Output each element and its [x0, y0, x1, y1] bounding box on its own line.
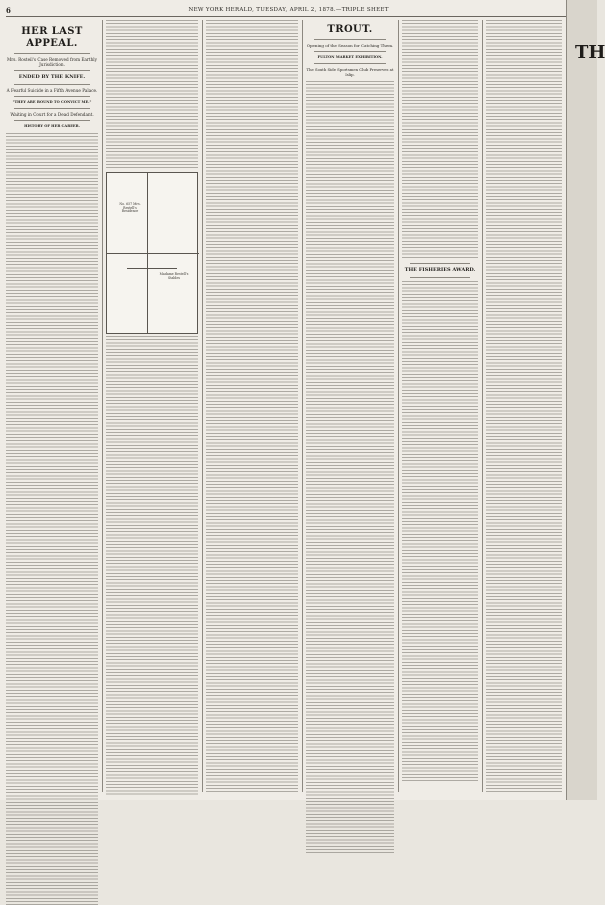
article-body-continued — [106, 20, 198, 170]
column-4 — [306, 20, 394, 792]
masthead — [6, 4, 566, 17]
column-rule — [102, 20, 103, 792]
article-body-appeal — [6, 133, 98, 905]
article-body-fisheries — [402, 281, 478, 781]
article-body-trout — [306, 81, 394, 853]
deck-trout-3: The South Side Sportsmen Club Preserves at Islip. — [306, 67, 394, 77]
next-page-edge — [566, 0, 605, 800]
deck-trout-1: Opening of the Season for Catching Them. — [306, 43, 394, 48]
deck-appeal-2: ENDED BY THE KNIFE. — [18, 74, 86, 80]
headline-appeal: HER LAST APPEAL. — [21, 26, 83, 49]
residence-map — [106, 172, 198, 334]
deck-trout-2: FULTON MARKET EXHIBITION. — [317, 55, 383, 59]
column-rule — [398, 20, 399, 792]
column-6 — [486, 20, 562, 792]
column-rule — [482, 20, 483, 792]
article-body-col6 — [486, 20, 562, 792]
deck-appeal-1: Mrs. Rosteil's Case Removed from Earthly Jurisdiction. — [6, 57, 98, 67]
deck-appeal-4: Waiting in Court for a Dead Defendant. — [10, 112, 94, 117]
section-history: HISTORY OF HER CAREER. — [24, 124, 80, 128]
page-number: 6 — [6, 5, 12, 15]
headline-trout: TROUT. — [327, 24, 373, 35]
column-3 — [206, 20, 298, 792]
deck-appeal-3: A Fearful Suicide in a Fifth Avenue Palace. — [6, 88, 98, 93]
map-label-house: No. 657 Mrs. Restell's Residence — [119, 202, 141, 214]
masthead-title: NEW YORK HERALD, TUESDAY, APRIL 2, 1878.—TRIPLE SHEET — [188, 7, 389, 13]
article-body-col3 — [206, 20, 298, 792]
next-page-headline-fragment: TH — [575, 42, 605, 63]
article-body-map-caption — [106, 336, 198, 796]
column-rule — [302, 20, 303, 792]
column-1 — [6, 20, 98, 792]
column-5 — [402, 20, 478, 792]
column-rule — [202, 20, 203, 792]
headline-fisheries: THE FISHERIES AWARD. — [404, 267, 476, 273]
column-2 — [106, 20, 198, 792]
map-label-stable: Madame Restell's Stables — [159, 272, 189, 280]
article-body-col5-top — [402, 20, 478, 260]
deck-appeal-quote: "THEY ARE BOUND TO CONVICT ME." — [12, 100, 92, 104]
